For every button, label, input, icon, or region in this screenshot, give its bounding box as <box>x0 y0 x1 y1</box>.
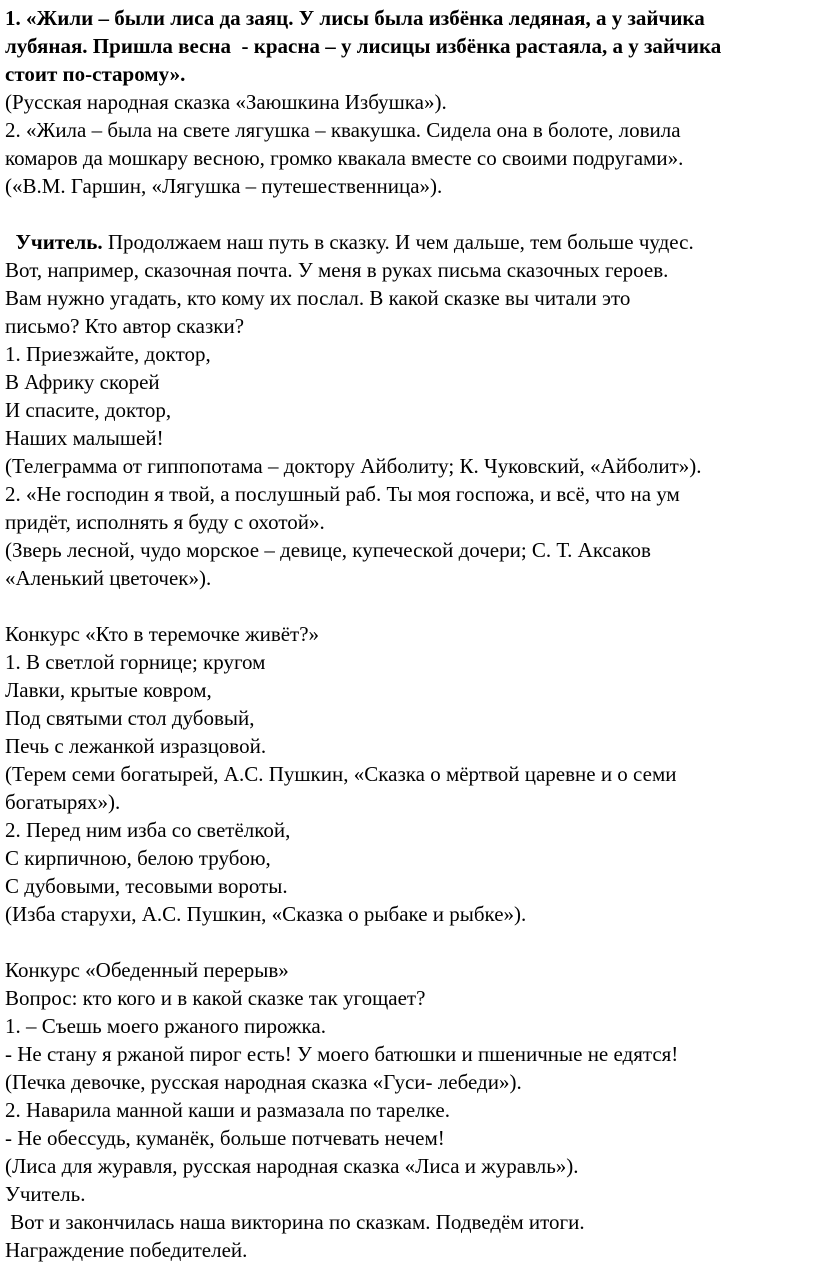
text-line: Под святыми стол дубовый, <box>5 706 255 730</box>
text-line: 2. Наварила манной каши и размазала по тарелке. <box>5 1098 450 1122</box>
text-line: стоит по-старому». <box>5 62 186 86</box>
speaker-label: Учитель. <box>5 230 103 254</box>
text-line: (Терем семи богатырей, А.С. Пушкин, «Сказка о мёртвой царевне и о семи <box>5 762 677 786</box>
text-line: (Русская народная сказка «Заюшкина Избушка»). <box>5 90 447 114</box>
text-line: «Аленький цветочек»). <box>5 566 212 590</box>
text-line: придёт, исполнять я буду с охотой». <box>5 510 325 534</box>
text-line: («В.М. Гаршин, «Лягушка – путешественница»). <box>5 174 443 198</box>
text-line: 2. Перед ним изба со светёлкой, <box>5 818 291 842</box>
blank-line <box>5 592 814 620</box>
text-line: письмо? Кто автор сказки? <box>5 314 245 338</box>
text-line: богатырях»). <box>5 790 121 814</box>
text-line: И спасите, доктор, <box>5 398 172 422</box>
text-line: 2. «Не господин я твой, а послушный раб. Ты моя госпожа, и всё, что на ум <box>5 482 680 506</box>
text-line: Конкурс «Обеденный перерыв» <box>5 958 289 982</box>
text-line: Учитель. <box>5 1182 86 1206</box>
text-line: 1. – Съешь моего ржаного пирожка. <box>5 1014 326 1038</box>
text-line: Вот, например, сказочная почта. У меня в руках письма сказочных героев. <box>5 258 669 282</box>
text-line: (Телеграмма от гиппопотама – доктору Айболиту; К. Чуковский, «Айболит»). <box>5 454 702 478</box>
blank-line <box>5 200 814 228</box>
text-line: лубяная. Пришла весна - красна – у лисицы избёнка растаяла, а у зайчика <box>5 34 722 58</box>
text-line: (Изба старухи, А.С. Пушкин, «Сказка о рыбаке и рыбке»). <box>5 902 527 926</box>
text-line: 2. «Жила – была на свете лягушка – квакушка. Сидела она в болоте, ловила <box>5 118 681 142</box>
text-line: - Не обессудь, куманёк, больше потчевать нечем! <box>5 1126 445 1150</box>
text-line <box>5 228 814 256</box>
text-line: 1. В светлой горнице; кругом <box>5 650 266 674</box>
text-line: комаров да мошкару весною, громко квакала вместе со своими подругами». <box>5 146 684 170</box>
text-line: 1. Приезжайте, доктор, <box>5 342 211 366</box>
text-line: Вам нужно угадать, кто кому их послал. В какой сказке вы читали это <box>5 286 631 310</box>
text-line: - Не стану я ржаной пирог есть! У моего батюшки и пшеничные не едятся! <box>5 1042 679 1066</box>
text-line: Вопрос: кто кого и в какой сказке так угощает? <box>5 986 426 1010</box>
text-line: Конкурс «Кто в теремочке живёт?» <box>5 622 320 646</box>
text-line: (Печка девочке, русская народная сказка «Гуси- лебеди»). <box>5 1070 522 1094</box>
text-line: Печь с лежанкой изразцовой. <box>5 734 267 758</box>
text-line: В Африку скорей <box>5 370 160 394</box>
blank-line <box>5 928 814 956</box>
text-line: Наших малышей! <box>5 426 164 450</box>
text-line: 1. «Жили – были лиса да заяц. У лисы была избёнка ледяная, а у зайчика <box>5 6 705 30</box>
text-line: Вот и закончилась наша викторина по сказкам. Подведём итоги. <box>5 1210 585 1234</box>
text-run: Продолжаем наш путь в сказку. И чем дальше, тем больше чудес. <box>102 230 694 254</box>
text-line: Лавки, крытые ковром, <box>5 678 212 702</box>
text-line: С дубовыми, тесовыми вороты. <box>5 874 288 898</box>
text-line: (Лиса для журавля, русская народная сказка «Лиса и журавль»). <box>5 1154 579 1178</box>
text-line: Награждение победителей. <box>5 1238 248 1262</box>
text-line: С кирпичною, белою трубою, <box>5 846 271 870</box>
text-line: (Зверь лесной, чудо морское – девице, купеческой дочери; С. Т. Аксаков <box>5 538 651 562</box>
